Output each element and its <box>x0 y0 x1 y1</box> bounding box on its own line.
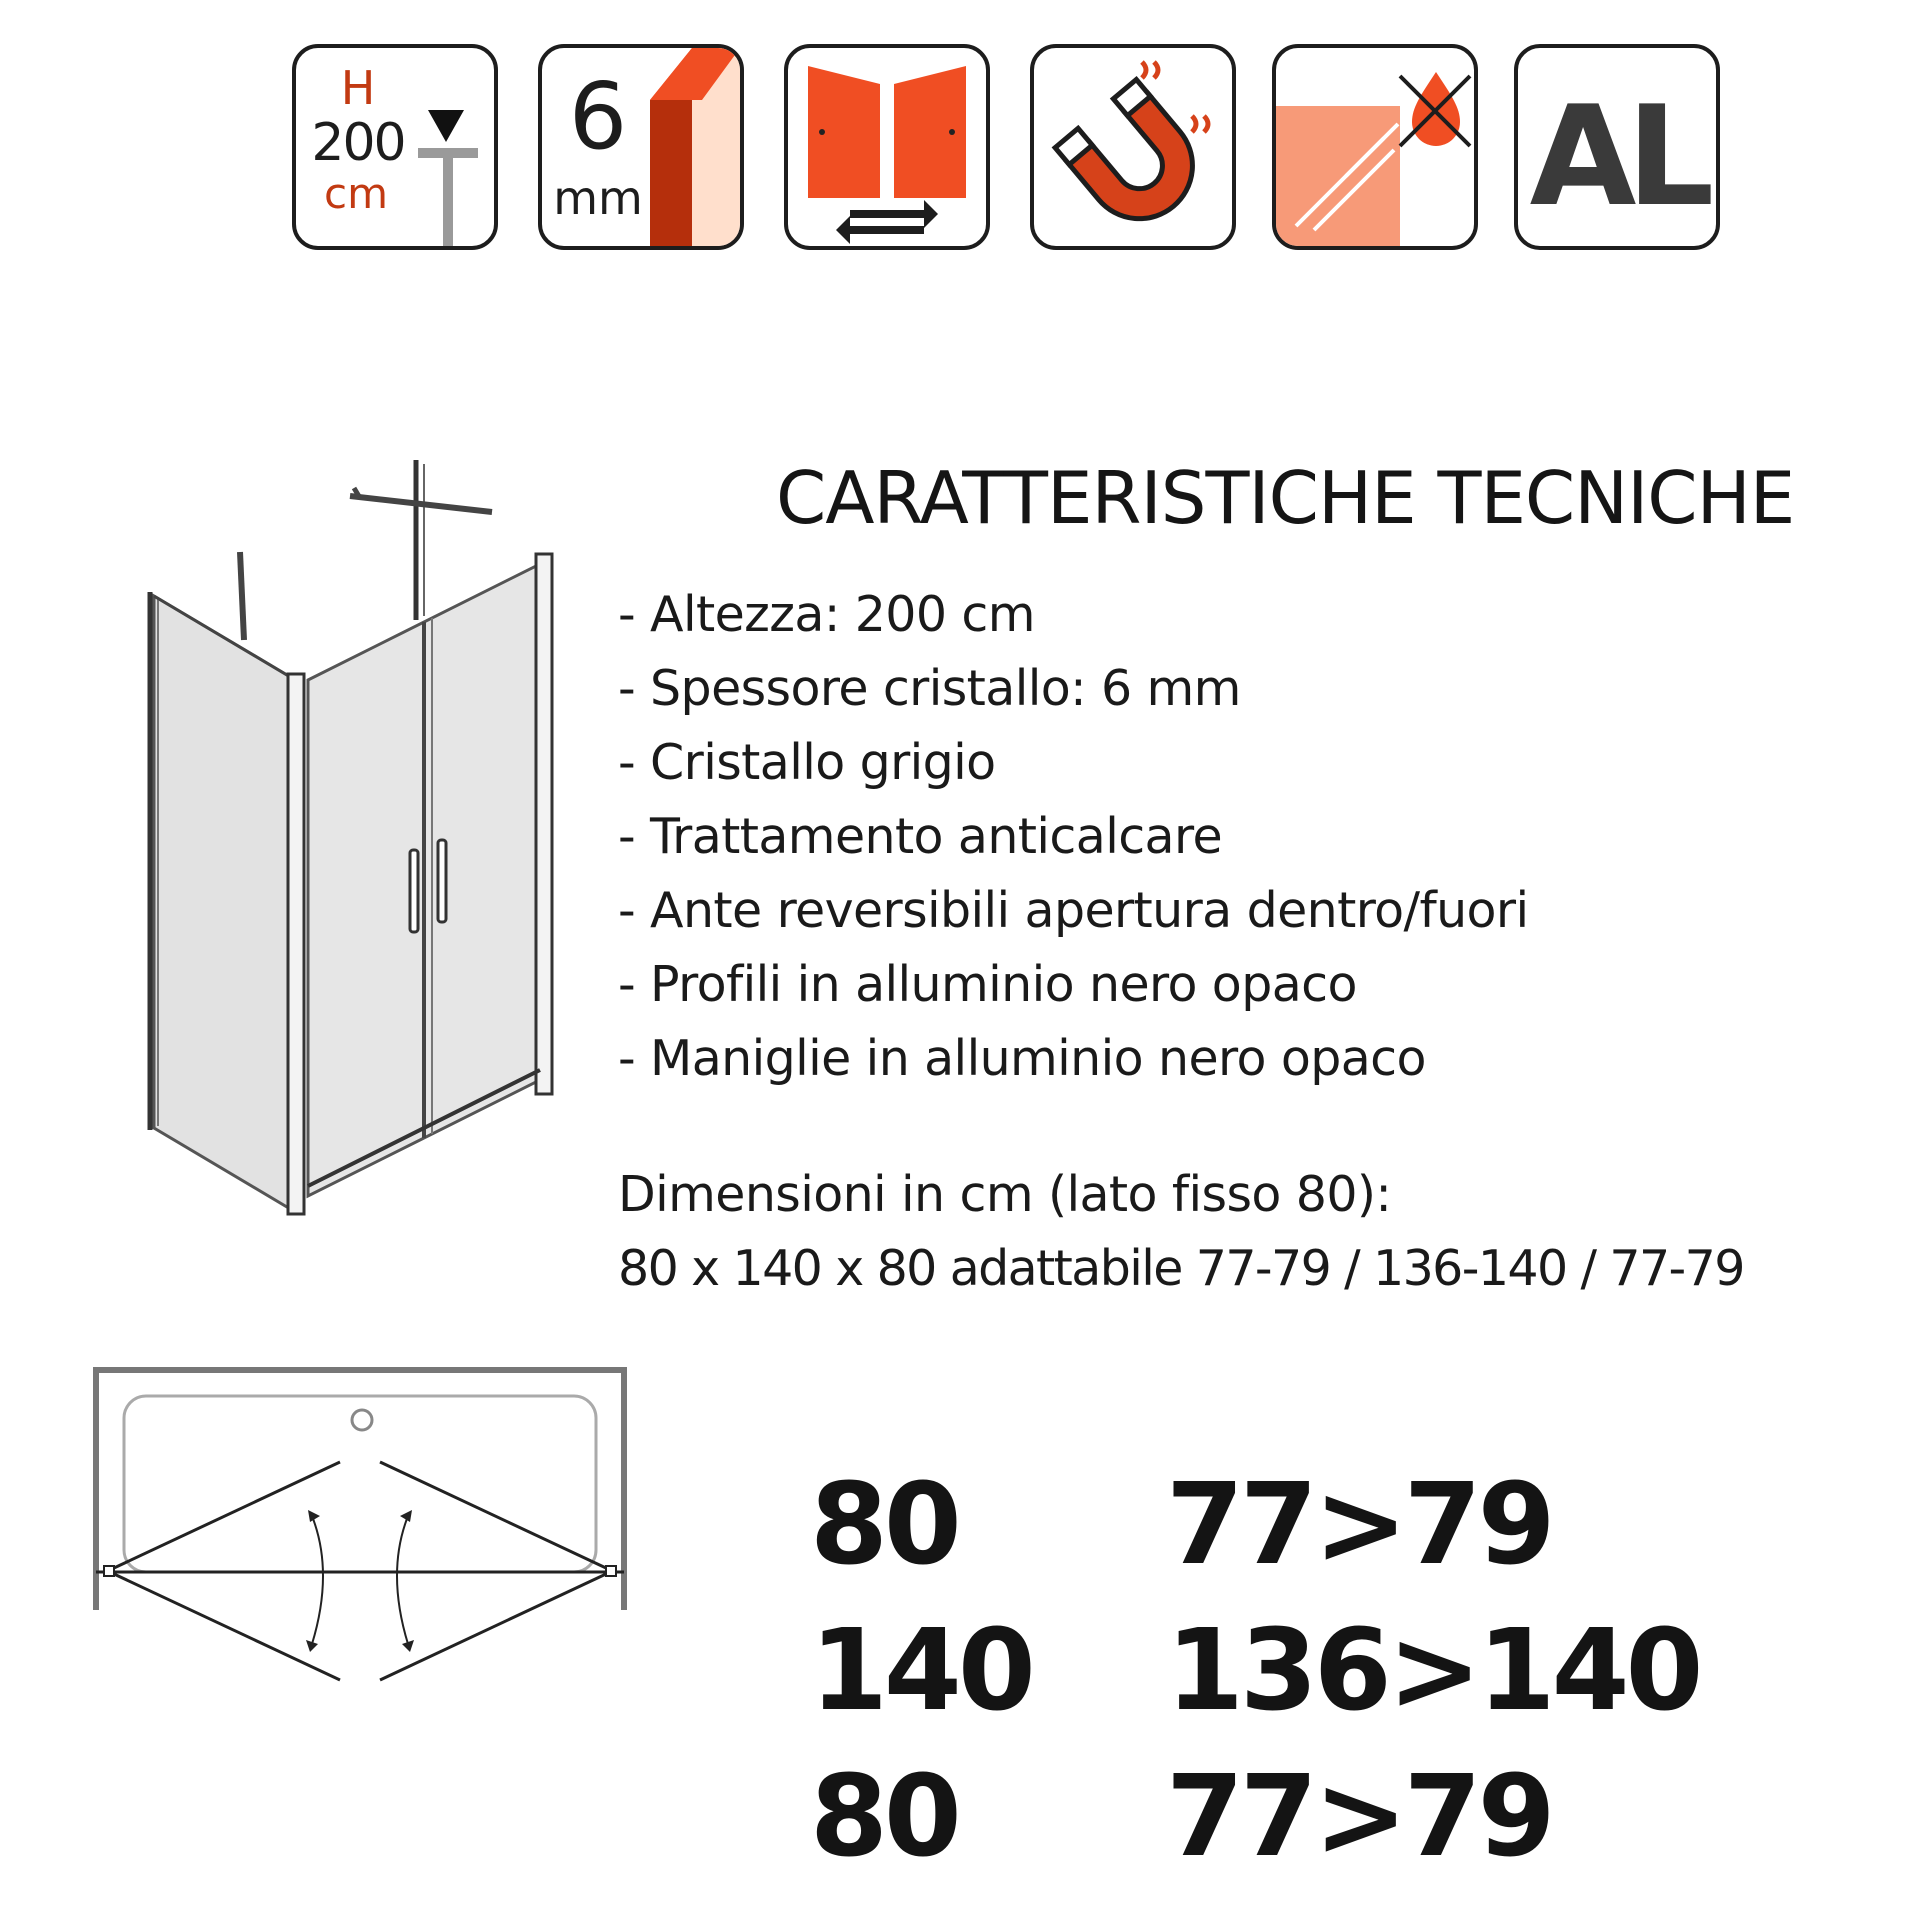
spec-height: - Altezza: 200 cm <box>618 586 1035 643</box>
dimension-fixed: 80 <box>810 1752 958 1882</box>
shower-enclosure-illustration <box>140 440 580 1220</box>
dimension-row <box>0 1752 1920 1882</box>
spec-list <box>618 578 1529 1096</box>
spec-treatment: - Trattamento anticalcare <box>618 808 1222 865</box>
glass-thickness-value: 6 <box>568 63 628 170</box>
anti-limescale-icon <box>1272 44 1478 250</box>
dimension-range: 77>79 <box>1166 1752 1552 1882</box>
section-title: CARATTERISTICHE TECNICHE <box>776 456 1795 540</box>
dimensions-heading: Dimensioni in cm (lato fisso 80): <box>618 1166 1392 1223</box>
dimension-row <box>0 1460 1920 1590</box>
dimension-fixed: 140 <box>810 1606 1032 1736</box>
height-icon-letter: H <box>340 61 376 115</box>
spec-profiles: - Profili in alluminio nero opaco <box>618 956 1357 1013</box>
magnetic-closure-icon <box>1030 44 1236 250</box>
height-icon-unit: cm <box>323 169 389 218</box>
spec-handles: - Maniglie in alluminio nero opaco <box>618 1030 1426 1087</box>
dimension-range: 77>79 <box>1166 1460 1552 1590</box>
aluminium-icon <box>1514 44 1720 250</box>
height-icon-value: 200 <box>311 113 405 173</box>
spec-glass-type: - Cristallo grigio <box>618 734 996 791</box>
reversible-doors-icon <box>784 44 990 250</box>
glass-thickness-unit: mm <box>553 171 643 225</box>
glass-thickness-icon <box>538 44 744 250</box>
aluminium-icon-label: AL <box>1529 76 1705 237</box>
dimension-range: 136>140 <box>1166 1606 1700 1736</box>
dimensions-text: 80 x 140 x 80 adattabile 77-79 / 136-140 / 77-79 <box>618 1240 1744 1297</box>
spec-glass-thickness: - Spessore cristallo: 6 mm <box>618 660 1241 717</box>
dimension-fixed: 80 <box>810 1460 958 1590</box>
spec-doors: - Ante reversibili apertura dentro/fuori <box>618 882 1529 939</box>
height-icon <box>292 44 498 250</box>
feature-icon-row <box>0 0 1920 300</box>
dimension-row <box>0 1606 1920 1736</box>
